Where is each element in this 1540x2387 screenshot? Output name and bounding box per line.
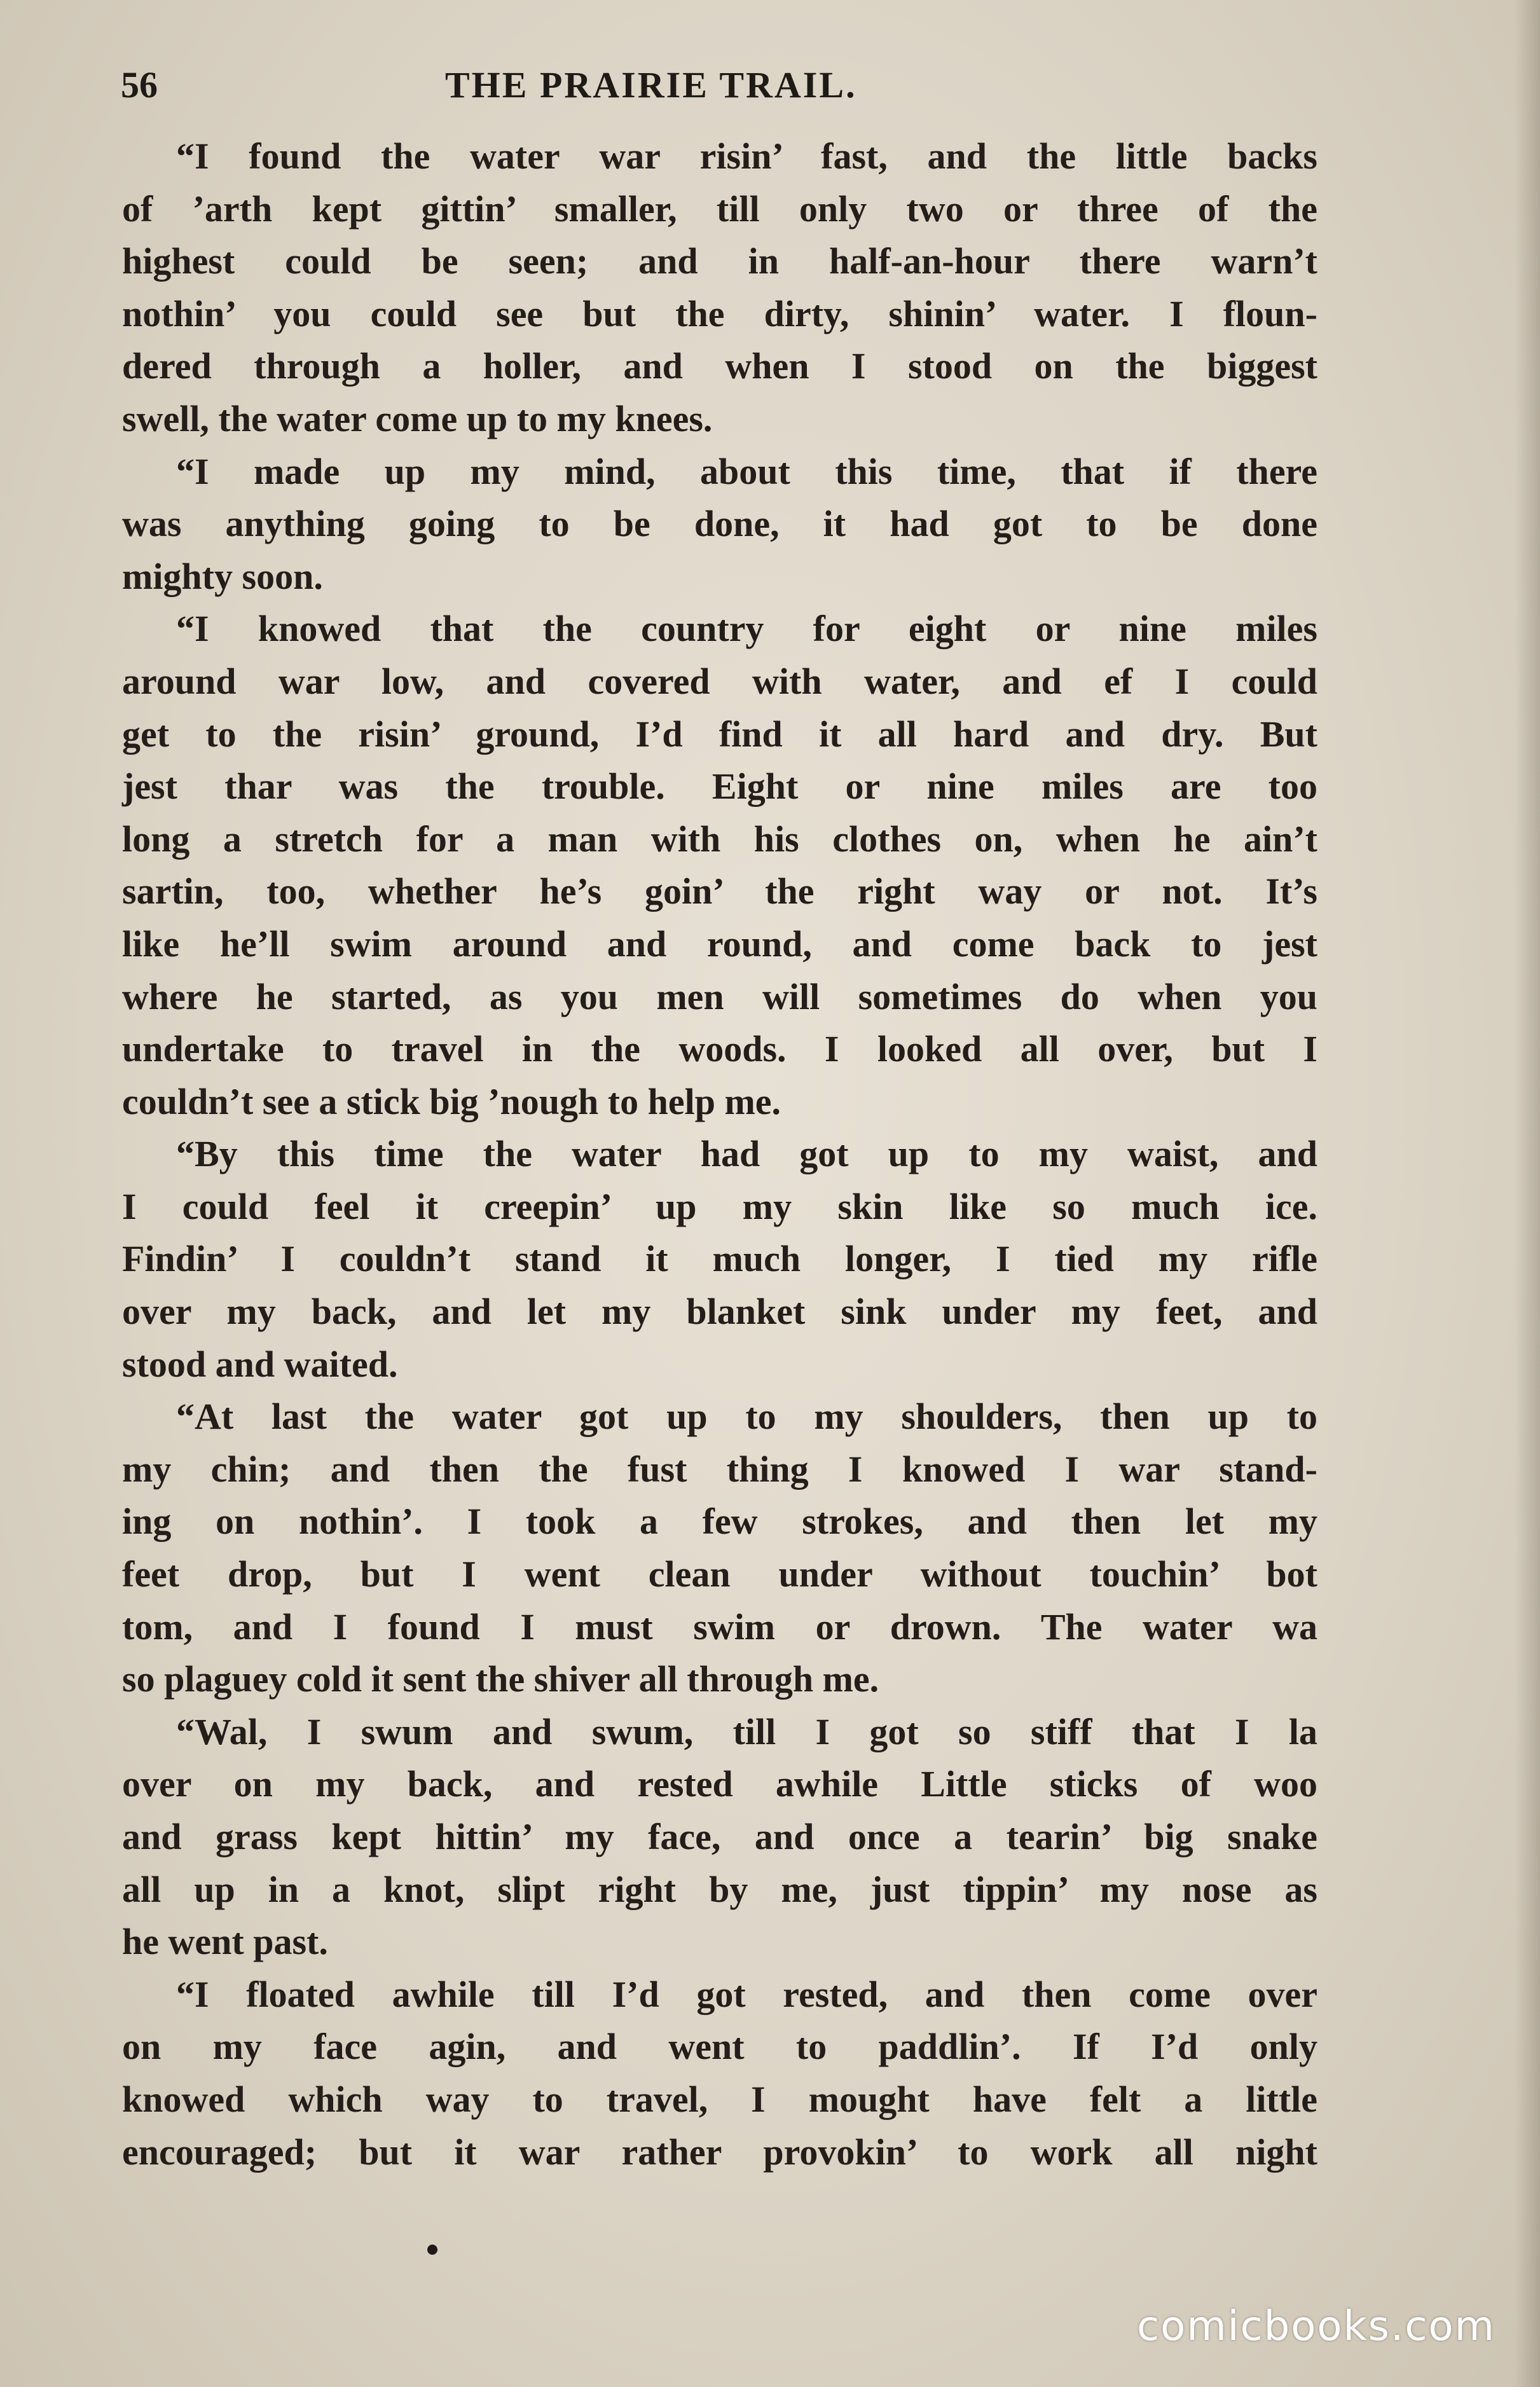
text-line: was anything going to be done, it had got to be done	[122, 503, 1317, 545]
text-line: sartin, too, whether he’s goin’ the right way or not. It’s	[122, 870, 1317, 912]
text-line: stood and waited.	[122, 1343, 398, 1385]
text-line: where he started, as you men will sometimes do when you	[122, 975, 1317, 1017]
text-line: on my face agin, and went to paddlin’. If I’d only	[122, 2026, 1317, 2068]
text-line: “I knowed that the country for eight or nine miles	[176, 608, 1317, 650]
text-line: jest thar was the trouble. Eight or nine miles are too	[122, 766, 1317, 808]
page-number: 56	[121, 64, 158, 106]
page-edge-shadow	[1515, 0, 1540, 2387]
text-line: mighty soon.	[122, 555, 323, 597]
text-line: over my back, and let my blanket sink under my feet, and	[122, 1291, 1317, 1333]
text-line: “At last the water got up to my shoulders, then up to	[176, 1396, 1317, 1438]
ink-dot	[427, 2245, 437, 2255]
text-line: feet drop, but I went clean under without touchin’ bot	[122, 1553, 1317, 1595]
text-line: so plaguey cold it sent the shiver all through me.	[122, 1658, 879, 1700]
text-line: ing on nothin’. I took a few strokes, and then let my	[122, 1501, 1317, 1543]
body-text	[122, 130, 1317, 2178]
text-line: encouraged; but it war rather provokin’ to work all night	[122, 2131, 1317, 2173]
watermark: comicbooks.com	[1136, 2303, 1495, 2350]
text-line: all up in a knot, slipt right by me, just tippin’ my nose as	[122, 1868, 1317, 1910]
text-line: highest could be seen; and in half-an-hour there warn’t	[122, 240, 1317, 282]
page-header	[121, 64, 1329, 127]
text-line: “I found the water war risin’ fast, and the little backs	[176, 135, 1317, 177]
text-line: couldn’t see a stick big ’nough to help me.	[122, 1080, 781, 1122]
text-line: and grass kept hittin’ my face, and once a tearin’ big snake	[122, 1816, 1317, 1857]
text-line: like he’ll swim around and round, and come back to jest	[122, 923, 1317, 965]
text-line: “By this time the water had got up to my waist, and	[176, 1133, 1317, 1175]
text-line: undertake to travel in the woods. I looked all over, but I	[122, 1028, 1317, 1070]
text-line: “Wal, I swum and swum, till I got so stiff that I la	[176, 1710, 1317, 1752]
text-line: tom, and I found I must swim or drown. The water wa	[122, 1606, 1317, 1648]
text-line: of ’arth kept gittin’ smaller, till only two or three of the	[122, 188, 1317, 230]
text-line: over on my back, and rested awhile Little sticks of woo	[122, 1763, 1317, 1805]
text-line: dered through a holler, and when I stood on the biggest	[122, 345, 1317, 387]
text-line: long a stretch for a man with his clothes on, when he ain’t	[122, 818, 1317, 860]
text-line: Findin’ I couldn’t stand it much longer, I tied my rifle	[122, 1238, 1317, 1280]
text-line: “I made up my mind, about this time, that if there	[176, 450, 1317, 492]
text-line: around war low, and covered with water, and ef I could	[122, 660, 1317, 702]
text-line: “I floated awhile till I’d got rested, and then come over	[176, 1973, 1317, 2015]
text-line: knowed which way to travel, I mought have felt a little	[122, 2078, 1317, 2120]
text-line: swell, the water come up to my knees.	[122, 397, 713, 439]
text-line: nothin’ you could see but the dirty, shinin’ water. I floun-	[122, 292, 1317, 334]
text-line: my chin; and then the fust thing I knowed I war stand-	[122, 1448, 1317, 1490]
text-line: get to the risin’ ground, I’d find it all hard and dry. But	[122, 713, 1317, 755]
text-line: I could feel it creepin’ up my skin like so much ice.	[122, 1185, 1317, 1227]
text-line: he went past.	[122, 1921, 328, 1963]
running-title: THE PRAIRIE TRAIL.	[445, 64, 857, 106]
